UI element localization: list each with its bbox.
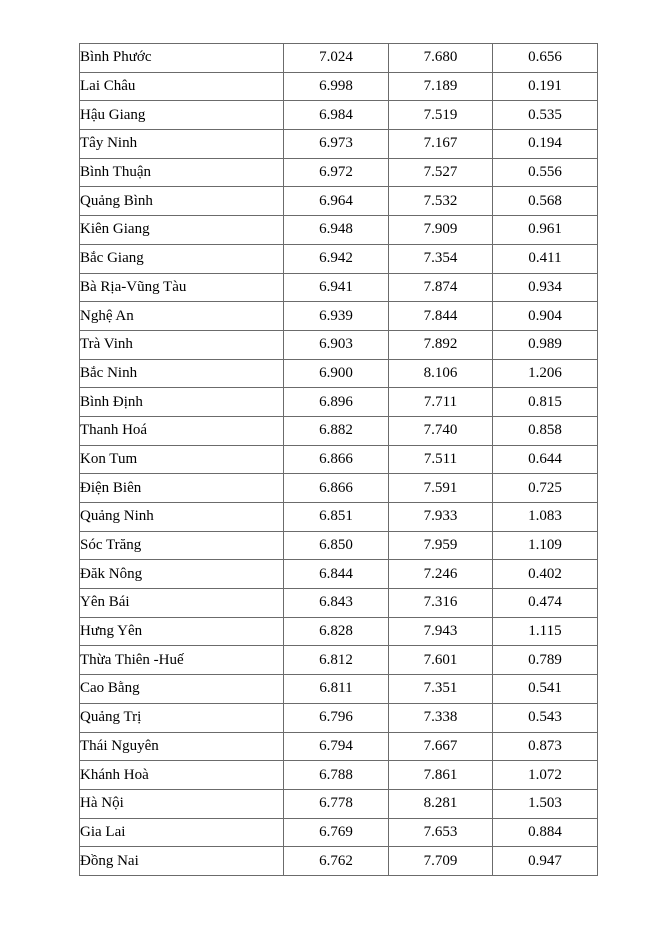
- value-1-cell: 6.973: [284, 130, 389, 159]
- value-1-cell: 6.778: [284, 789, 389, 818]
- value-3-cell: 0.541: [493, 675, 598, 704]
- province-name-cell: Quảng Ninh: [80, 503, 284, 532]
- value-2-cell: 7.874: [389, 273, 493, 302]
- table-row: [80, 818, 598, 847]
- value-2-cell: 7.909: [389, 216, 493, 245]
- value-3-cell: 1.083: [493, 503, 598, 532]
- value-1-cell: 6.828: [284, 617, 389, 646]
- value-1-cell: 6.769: [284, 818, 389, 847]
- value-2-cell: 7.167: [389, 130, 493, 159]
- value-2-cell: 7.591: [389, 474, 493, 503]
- table-row: [80, 244, 598, 273]
- table-row: [80, 388, 598, 417]
- value-1-cell: 6.972: [284, 158, 389, 187]
- value-2-cell: 7.351: [389, 675, 493, 704]
- province-name-cell: Hưng Yên: [80, 617, 284, 646]
- value-1-cell: 6.984: [284, 101, 389, 130]
- value-2-cell: 7.527: [389, 158, 493, 187]
- value-3-cell: 0.644: [493, 445, 598, 474]
- value-3-cell: 0.989: [493, 330, 598, 359]
- table-row: [80, 273, 598, 302]
- value-3-cell: 1.206: [493, 359, 598, 388]
- table-row: [80, 732, 598, 761]
- table-row: [80, 503, 598, 532]
- table-row: [80, 675, 598, 704]
- value-3-cell: 0.402: [493, 560, 598, 589]
- table-row: [80, 130, 598, 159]
- value-3-cell: 0.947: [493, 847, 598, 876]
- province-name-cell: Bà Rịa-Vũng Tàu: [80, 273, 284, 302]
- value-1-cell: 6.812: [284, 646, 389, 675]
- province-name-cell: Khánh Hoà: [80, 761, 284, 790]
- province-name-cell: Hậu Giang: [80, 101, 284, 130]
- value-3-cell: 0.725: [493, 474, 598, 503]
- value-1-cell: 6.788: [284, 761, 389, 790]
- table-row: [80, 44, 598, 73]
- table-row: [80, 72, 598, 101]
- value-2-cell: 7.338: [389, 703, 493, 732]
- value-2-cell: 7.532: [389, 187, 493, 216]
- province-name-cell: Bình Phước: [80, 44, 284, 73]
- value-3-cell: 0.656: [493, 44, 598, 73]
- province-name-cell: Đăk Nông: [80, 560, 284, 589]
- value-1-cell: 6.866: [284, 474, 389, 503]
- value-1-cell: 6.850: [284, 531, 389, 560]
- value-1-cell: 6.964: [284, 187, 389, 216]
- value-2-cell: 7.189: [389, 72, 493, 101]
- value-2-cell: 7.246: [389, 560, 493, 589]
- value-1-cell: 6.811: [284, 675, 389, 704]
- value-3-cell: 0.194: [493, 130, 598, 159]
- province-name-cell: Tây Ninh: [80, 130, 284, 159]
- province-name-cell: Yên Bái: [80, 589, 284, 618]
- table-row: [80, 617, 598, 646]
- value-1-cell: 6.762: [284, 847, 389, 876]
- table-row: [80, 847, 598, 876]
- province-name-cell: Bình Định: [80, 388, 284, 417]
- value-1-cell: 6.896: [284, 388, 389, 417]
- value-2-cell: 7.354: [389, 244, 493, 273]
- value-1-cell: 6.942: [284, 244, 389, 273]
- value-1-cell: 6.851: [284, 503, 389, 532]
- value-1-cell: 6.796: [284, 703, 389, 732]
- value-2-cell: 7.959: [389, 531, 493, 560]
- value-2-cell: 7.709: [389, 847, 493, 876]
- province-name-cell: Điện Biên: [80, 474, 284, 503]
- value-3-cell: 0.961: [493, 216, 598, 245]
- table-row: [80, 359, 598, 388]
- value-2-cell: 7.519: [389, 101, 493, 130]
- value-1-cell: 6.941: [284, 273, 389, 302]
- value-1-cell: 6.882: [284, 416, 389, 445]
- province-name-cell: Quảng Bình: [80, 187, 284, 216]
- table-row: [80, 187, 598, 216]
- value-3-cell: 1.109: [493, 531, 598, 560]
- table-row: [80, 416, 598, 445]
- value-2-cell: 7.601: [389, 646, 493, 675]
- province-name-cell: Nghệ An: [80, 302, 284, 331]
- table-row: [80, 761, 598, 790]
- value-3-cell: 0.474: [493, 589, 598, 618]
- province-name-cell: Cao Bằng: [80, 675, 284, 704]
- table-row: [80, 789, 598, 818]
- province-name-cell: Hà Nội: [80, 789, 284, 818]
- province-name-cell: Thái Nguyên: [80, 732, 284, 761]
- province-data-table: [79, 43, 598, 876]
- value-2-cell: 7.740: [389, 416, 493, 445]
- value-2-cell: 8.106: [389, 359, 493, 388]
- table-row: [80, 216, 598, 245]
- value-3-cell: 0.904: [493, 302, 598, 331]
- province-name-cell: Đồng Nai: [80, 847, 284, 876]
- value-2-cell: 7.316: [389, 589, 493, 618]
- province-name-cell: Lai Châu: [80, 72, 284, 101]
- table-row: [80, 445, 598, 474]
- table-body: [80, 44, 598, 876]
- value-2-cell: 7.844: [389, 302, 493, 331]
- province-name-cell: Quảng Trị: [80, 703, 284, 732]
- table-row: [80, 531, 598, 560]
- value-3-cell: 0.191: [493, 72, 598, 101]
- table-row: [80, 101, 598, 130]
- value-3-cell: 0.556: [493, 158, 598, 187]
- value-2-cell: 7.653: [389, 818, 493, 847]
- value-3-cell: 0.568: [493, 187, 598, 216]
- value-1-cell: 6.900: [284, 359, 389, 388]
- value-3-cell: 0.934: [493, 273, 598, 302]
- province-name-cell: Bắc Ninh: [80, 359, 284, 388]
- table-row: [80, 646, 598, 675]
- province-name-cell: Thừa Thiên -Huế: [80, 646, 284, 675]
- table-row: [80, 302, 598, 331]
- table-row: [80, 158, 598, 187]
- province-name-cell: Trà Vinh: [80, 330, 284, 359]
- value-2-cell: 7.511: [389, 445, 493, 474]
- value-3-cell: 1.115: [493, 617, 598, 646]
- value-2-cell: 7.943: [389, 617, 493, 646]
- value-2-cell: 7.933: [389, 503, 493, 532]
- value-3-cell: 0.884: [493, 818, 598, 847]
- province-name-cell: Kiên Giang: [80, 216, 284, 245]
- value-1-cell: 6.843: [284, 589, 389, 618]
- value-1-cell: 6.844: [284, 560, 389, 589]
- value-2-cell: 7.861: [389, 761, 493, 790]
- value-3-cell: 1.072: [493, 761, 598, 790]
- table-row: [80, 330, 598, 359]
- province-name-cell: Bắc Giang: [80, 244, 284, 273]
- value-3-cell: 0.815: [493, 388, 598, 417]
- value-1-cell: 6.998: [284, 72, 389, 101]
- value-3-cell: 0.535: [493, 101, 598, 130]
- value-3-cell: 0.858: [493, 416, 598, 445]
- value-3-cell: 1.503: [493, 789, 598, 818]
- value-1-cell: 6.794: [284, 732, 389, 761]
- province-name-cell: Kon Tum: [80, 445, 284, 474]
- value-1-cell: 6.939: [284, 302, 389, 331]
- province-name-cell: Gia Lai: [80, 818, 284, 847]
- value-1-cell: 7.024: [284, 44, 389, 73]
- value-3-cell: 0.789: [493, 646, 598, 675]
- value-3-cell: 0.543: [493, 703, 598, 732]
- value-1-cell: 6.866: [284, 445, 389, 474]
- province-name-cell: Sóc Trăng: [80, 531, 284, 560]
- table-row: [80, 560, 598, 589]
- province-name-cell: Bình Thuận: [80, 158, 284, 187]
- table-row: [80, 703, 598, 732]
- value-1-cell: 6.948: [284, 216, 389, 245]
- province-name-cell: Thanh Hoá: [80, 416, 284, 445]
- table-row: [80, 474, 598, 503]
- value-2-cell: 7.892: [389, 330, 493, 359]
- table-row: [80, 589, 598, 618]
- value-2-cell: 7.667: [389, 732, 493, 761]
- value-3-cell: 0.873: [493, 732, 598, 761]
- value-3-cell: 0.411: [493, 244, 598, 273]
- value-2-cell: 8.281: [389, 789, 493, 818]
- value-2-cell: 7.680: [389, 44, 493, 73]
- value-1-cell: 6.903: [284, 330, 389, 359]
- value-2-cell: 7.711: [389, 388, 493, 417]
